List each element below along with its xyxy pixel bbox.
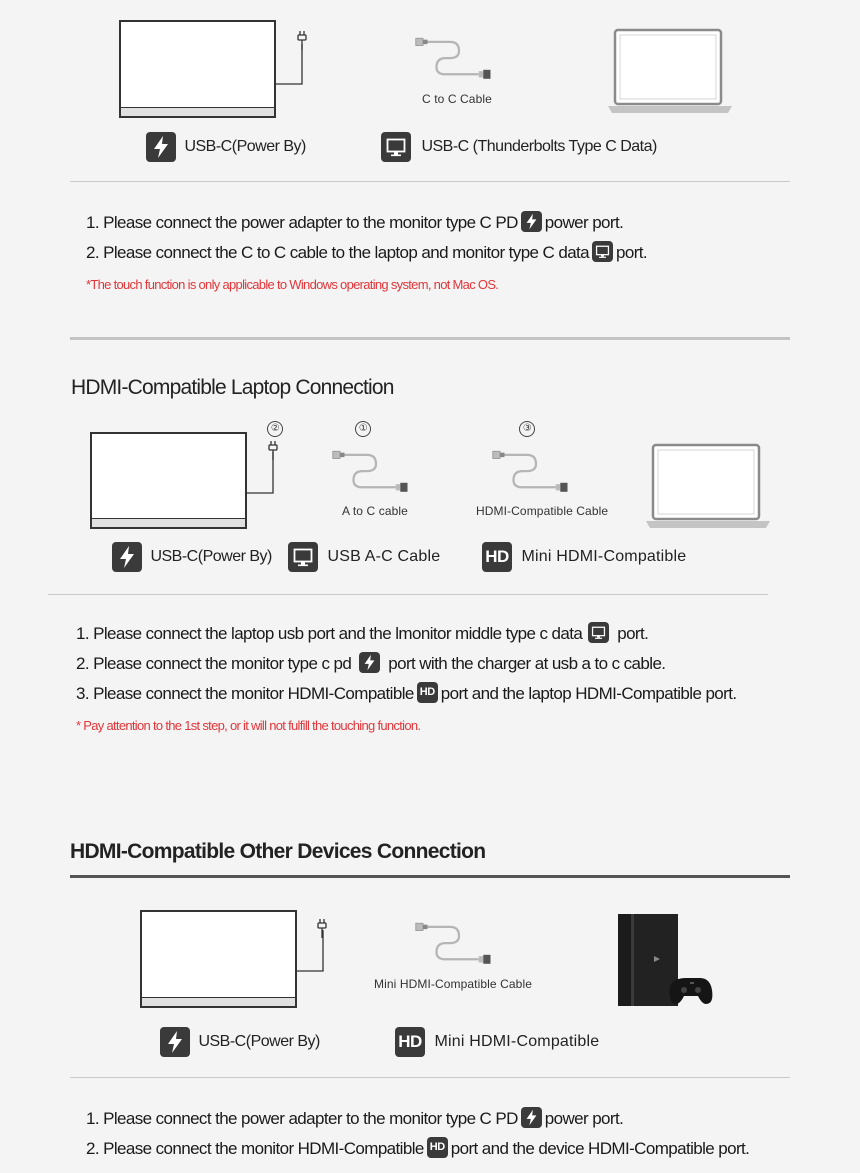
instruction-step: 2. Please connect the monitor type c pd port with the charger at usb a to c cable. [76, 654, 666, 673]
monitor-screen-icon [381, 132, 411, 162]
screen-icon [588, 622, 609, 643]
laptop-illustration [608, 28, 732, 118]
hd-icon: HD [427, 1137, 448, 1158]
hdmi-label-group [482, 542, 686, 572]
hd-badge-icon: HD [482, 542, 512, 572]
instruction-step: 1. Please connect the power adapter to the monitor type C PD power port. [86, 1109, 624, 1128]
hdmi-label: Mini HDMI-Compatible [521, 548, 687, 565]
data-label: USB-C (Thunderbolts Type C Data) [421, 138, 657, 155]
usb-label-group [288, 542, 440, 572]
bolt-icon [521, 211, 542, 232]
power-label: USB-C(Power By) [184, 138, 306, 155]
cable-icon [491, 447, 581, 497]
hdmi-label-group [395, 1027, 599, 1057]
power-plug-icon [267, 440, 279, 460]
section-title: HDMI-Compatible Other Devices Connection [70, 840, 486, 863]
divider [70, 181, 790, 182]
section-divider [70, 337, 790, 340]
cable-caption: A to C cable [342, 504, 408, 518]
instruction-step: 2. Please connect the monitor HDMI-Compatible HD port and the device HDMI-Compatible port. [86, 1139, 750, 1158]
bolt-icon [521, 1107, 542, 1128]
step-number: ② [267, 421, 283, 437]
step-number: ① [355, 421, 371, 437]
data-label-group [381, 132, 657, 162]
hd-icon: HD [417, 682, 438, 703]
instruction-step: 1. Please connect the laptop usb port and the lmonitor middle type c data port. [76, 624, 649, 643]
hdmi-label: Mini HDMI-Compatible [434, 1033, 600, 1050]
cable-icon [414, 34, 504, 84]
section-title-underline [70, 875, 790, 878]
bolt-icon [359, 652, 380, 673]
cable-icon [331, 447, 421, 497]
cable-icon [414, 919, 504, 969]
power-bolt-icon [112, 542, 142, 572]
warning-note: *The touch function is only applicable to Windows operating system, not Mac OS. [86, 277, 499, 292]
cable-caption: Mini HDMI-Compatible Cable [374, 977, 532, 991]
portable-monitor-illustration [119, 20, 276, 118]
laptop-illustration [646, 443, 770, 533]
section-title: HDMI-Compatible Laptop Connection [71, 376, 394, 399]
power-label-group [146, 132, 306, 162]
divider [48, 594, 768, 595]
game-console-illustration [614, 912, 714, 1008]
power-cord-line [274, 44, 306, 88]
instruction-step: 3. Please connect the monitor HDMI-Compatible HD port and the laptop HDMI-Compatible port. [76, 684, 737, 703]
cable-caption: C to C Cable [422, 92, 492, 106]
divider [70, 1077, 790, 1078]
power-plug-icon [296, 30, 308, 50]
monitor-screen-icon [288, 542, 318, 572]
power-label-group [112, 542, 272, 572]
instruction-step: 2. Please connect the C to C cable to the laptop and monitor type C data port. [86, 243, 648, 262]
step-number: ③ [519, 421, 535, 437]
hd-badge-icon: HD [395, 1027, 425, 1057]
power-bolt-icon [160, 1027, 190, 1057]
power-label: USB-C(Power By) [150, 548, 272, 565]
cable-caption: HDMI-Compatible Cable [476, 504, 609, 518]
warning-note: * Pay attention to the 1st step, or it will not fulfill the touching function. [76, 718, 421, 733]
screen-icon [592, 241, 613, 262]
power-label-group [160, 1027, 320, 1057]
power-bolt-icon [146, 132, 176, 162]
portable-monitor-illustration [140, 910, 297, 1008]
portable-monitor-illustration [90, 432, 247, 529]
power-label: USB-C(Power By) [198, 1033, 320, 1050]
instruction-step: 1. Please connect the power adapter to the monitor type C PD power port. [86, 213, 624, 232]
usb-label: USB A-C Cable [327, 548, 441, 565]
power-plug-icon [316, 918, 328, 938]
